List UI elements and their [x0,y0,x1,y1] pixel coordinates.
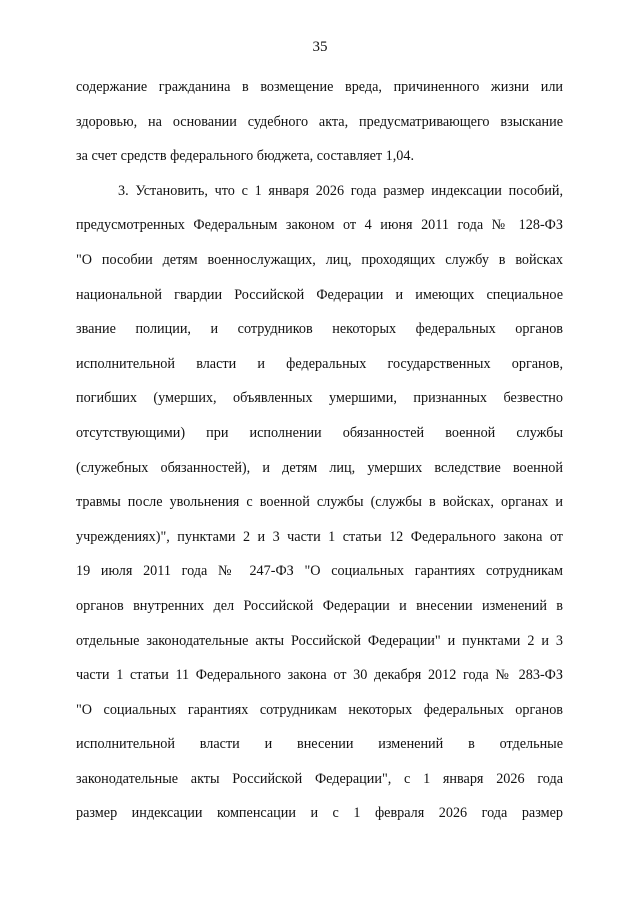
text-line: учреждениях)", пунктами 2 и 3 части 1 статьи 12 Федерального закона от [76,528,563,545]
text-line: национальной гвардии Российской Федерации и имеющих специальное [76,286,563,303]
text-line: отдельные законодательные акты Российской Федерации" и пунктами 2 и 3 [76,632,563,649]
text-line: части 1 статьи 11 Федерального закона от 30 декабря 2012 года № 283-ФЗ [76,667,563,684]
document-body [76,77,563,838]
text-line: 19 июля 2011 года № 247-ФЗ "О социальных гарантиях сотрудникам [76,563,563,580]
text-line: погибших (умерших, объявленных умершими, признанных безвестно [76,390,563,407]
text-line: "О социальных гарантиях сотрудникам некоторых федеральных органов [76,701,563,718]
text-line: содержание гражданина в возмещение вреда, причиненного жизни или [76,79,563,95]
text-line: предусмотренных Федеральным законом от 4 июня 2011 года № 128-ФЗ [76,217,563,234]
page-number: 35 [312,39,328,55]
text-line: законодательные акты Российской Федерации", с 1 января 2026 года [76,770,563,787]
text-line: органов внутренних дел Российской Федерации и внесении изменений в [76,597,563,614]
text-line: "О пособии детям военнослужащих, лиц, проходящих службу в войсках [76,251,563,268]
text-line: звание полиции, и сотрудников некоторых федеральных органов [76,321,563,338]
text-line: отсутствующими) при исполнении обязанностей военной службы [76,424,563,441]
text-line: 3. Установить, что с 1 января 2026 года размер индексации пособий, [118,182,563,199]
text-line: здоровью, на основании судебного акта, предусматривающего взыскание [76,113,563,130]
text-line: размер индексации компенсации и с 1 февраля 2026 года размер [76,805,563,822]
text-line: исполнительной власти и внесении изменений в отдельные [76,736,563,753]
text-line: (служебных обязанностей), и детям лиц, умерших вследствие военной [76,459,563,476]
text-line: за счет средств федерального бюджета, составляет 1,04. [76,148,415,165]
text-line: травмы после увольнения с военной службы (службы в войсках, органах и [76,494,563,511]
text-line: исполнительной власти и федеральных государственных органов, [76,355,563,372]
